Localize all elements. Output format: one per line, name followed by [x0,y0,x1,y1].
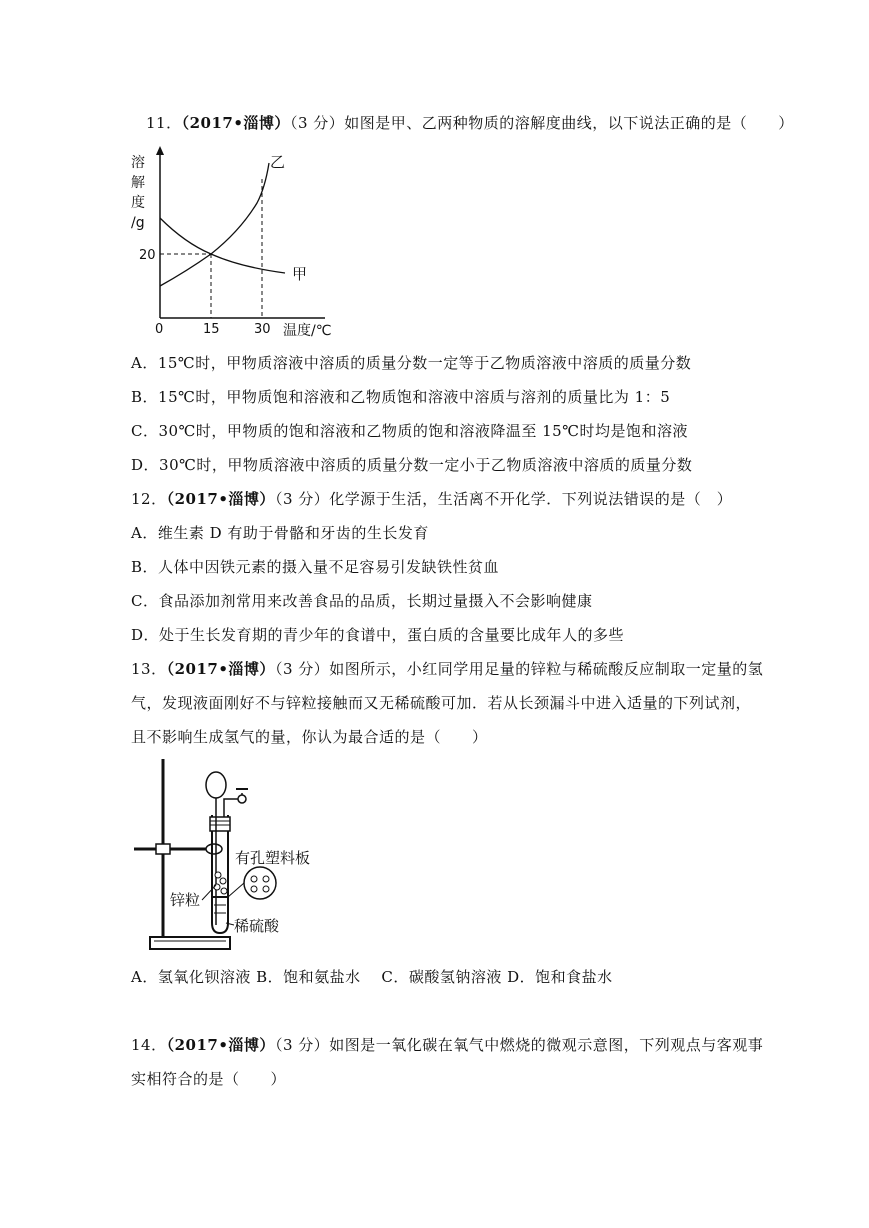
q14-stem-line2: 实相符合的是（ ） [131,1070,287,1088]
ylabel-char: /g [131,215,145,231]
q12-stem [131,488,732,509]
curve-jia [160,218,285,273]
stand-base [150,937,230,949]
y-tick: 20 [139,248,156,263]
ylabel-char: 溶 [131,155,145,171]
label-plate: 有孔塑料板 [235,849,311,867]
question-source: （2017•淄博） [166,660,275,678]
q13-stem-line2: 气，发现液面刚好不与锌粒接触而又无稀硫酸可加．若从长颈漏斗中进入适量的下列试剂， [131,694,752,712]
curve-label-yi: 乙 [270,153,286,171]
q13-stem [131,658,763,679]
question-source: （2017•淄博） [181,114,290,132]
curve-label-jia: 甲 [292,265,308,283]
question-number: 14． [131,1036,167,1054]
x-tick: 30 [254,322,271,337]
question-text: （3 分）如图是一氧化碳在氧气中燃烧的微观示意图，下列观点与客观事 [274,1036,764,1054]
x-tick: 0 [155,322,164,337]
ylabel-char: 解 [131,175,145,191]
q13-stem-line3: 且不影响生成氢气的量，你认为最合适的是（ ） [131,728,488,746]
question-number: 13． [131,660,167,678]
stopper [210,817,230,831]
solubility-chart [125,143,345,341]
question-source: （2017•淄博） [166,490,275,508]
q12-option-b: B．人体中因铁元素的摄入量不足容易引发缺铁性贫血 [131,558,500,576]
q12-option-c: C．食品添加剂常用来改善食品的品质，长期过量摄入不会影响健康 [131,592,593,610]
question-text: （3 分）如图所示，小红同学用足量的锌粒与稀硫酸反应制取一定量的氢 [274,660,764,678]
q12-option-a: A．维生素 D 有助于骨骼和牙齿的生长发育 [131,524,429,542]
q13-options: A．氢氧化钡溶液 B．饱和氨盐水 C．碳酸氢钠溶液 D．饱和食盐水 [131,968,613,986]
question-text: （3 分）化学源于生活，生活离不开化学．下列说法错误的是（ ） [274,490,733,508]
q11-option-c: C．30℃时，甲物质的饱和溶液和乙物质的饱和溶液降温至 15℃时均是饱和溶液 [131,422,688,440]
y-axis-arrow [156,146,164,155]
funnel [206,772,226,798]
x-axis-label: 温度/℃ [283,323,332,339]
plate-inset [244,867,276,899]
question-number: 11． [146,114,182,132]
question-source: （2017•淄博） [166,1036,275,1054]
label-acid: 稀硫酸 [234,917,280,935]
q11-option-a: A．15℃时，甲物质溶液中溶质的质量分数一定等于乙物质溶液中溶质的质量分数 [131,354,692,372]
q12-option-d: D．处于生长发育期的青少年的食谱中，蛋白质的含量要比成年人的多些 [131,626,625,644]
ylabel-char: 度 [131,195,145,211]
clamp [206,844,222,854]
q11-stem [146,112,794,133]
question-number: 12． [131,490,167,508]
label-zinc: 锌粒 [170,891,201,909]
q11-option-d: D．30℃时，甲物质溶液中溶质的质量分数一定小于乙物质溶液中溶质的质量分数 [131,456,693,474]
q11-option-b: B．15℃时，甲物质饱和溶液和乙物质饱和溶液中溶质与溶剂的质量比为 1：5 [131,388,671,406]
hydrogen-apparatus-figure [130,755,380,955]
q14-stem [131,1034,763,1055]
x-tick: 15 [203,322,220,337]
question-text: （3 分）如图是甲、乙两种物质的溶解度曲线，以下说法正确的是（ ） [289,114,794,132]
